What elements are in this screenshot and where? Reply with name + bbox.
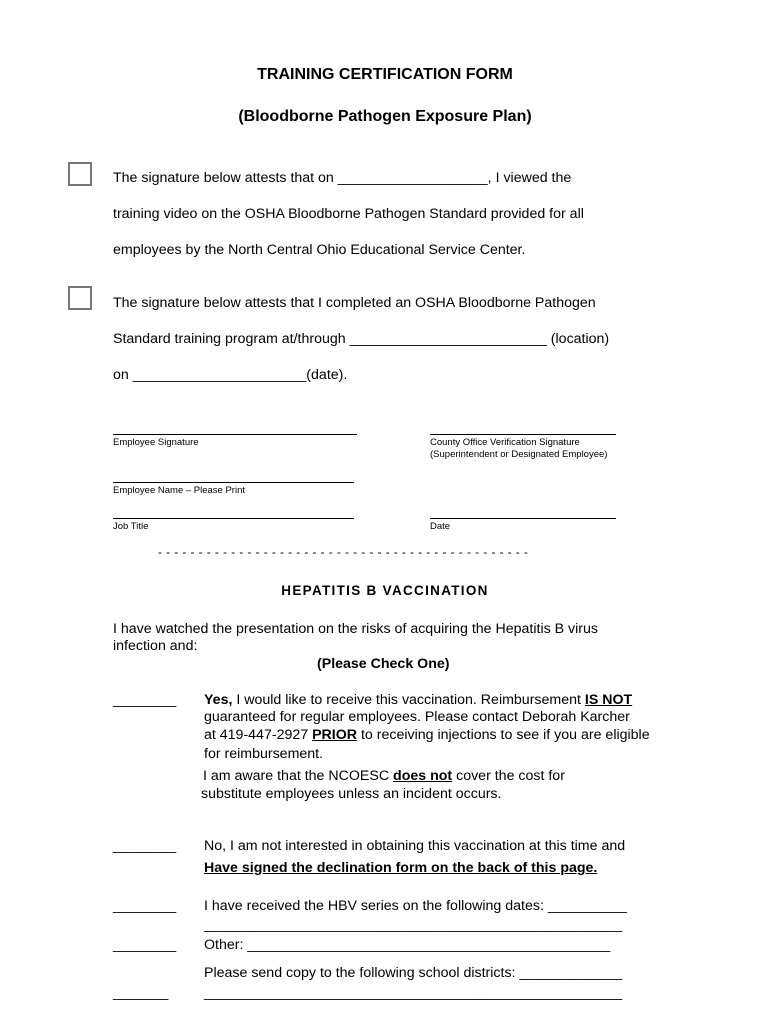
please-check-one: (Please Check One) [317, 656, 450, 672]
received-option-blank[interactable]: ________ [113, 898, 177, 914]
section1-line2: training video on the OSHA Bloodborne Pathogen Standard provided for all [113, 206, 584, 222]
other-option-line1[interactable]: Other: ______________________________________________ [204, 937, 611, 953]
section2-line3: on ______________________(date). [113, 367, 348, 383]
county-verification-line[interactable] [430, 434, 616, 435]
received-option-line1: I have received the HBV series on the following dates: __________ [204, 898, 627, 914]
yes-line5-text-b: cover the cost for [452, 768, 565, 784]
copy-districts-blank[interactable]: _______ [113, 985, 169, 1001]
yes-line3-phone: at 419-447-2927 [204, 727, 313, 743]
county-verification-label: County Office Verification Signature [430, 437, 580, 448]
yes-option-line5 [203, 768, 565, 784]
form-title: TRAINING CERTIFICATION FORM [257, 66, 513, 83]
copy-districts-line1[interactable]: Please send copy to the following school districts: _____________ [204, 965, 623, 981]
yes-line5-text-a: I am aware that the NCOESC [203, 768, 394, 784]
yes-option-line1 [204, 692, 632, 708]
section2-line1: The signature below attests that I completed an OSHA Bloodborne Pathogen [113, 295, 596, 311]
county-verification-sublabel: (Superintendent or Designated Employee) [430, 449, 608, 460]
yes-option-line3 [204, 727, 650, 743]
no-option-line2: Have signed the declination form on the back of this page. [204, 860, 598, 876]
section1-line1: The signature below attests that on ___________________, I viewed the [113, 170, 572, 186]
job-title-line[interactable] [113, 518, 354, 519]
form-subtitle: (Bloodborne Pathogen Exposure Plan) [238, 108, 532, 125]
hepatitis-intro-line1: I have watched the presentation on the risks of acquiring the Hepatitis B virus [113, 621, 599, 637]
completed-training-checkbox[interactable] [68, 286, 92, 310]
employee-signature-line[interactable] [113, 434, 357, 435]
yes-option-line6: substitute employees unless an incident occurs. [201, 786, 502, 802]
other-option-blank[interactable]: ________ [113, 937, 177, 953]
does-not-emphasis: does not [393, 768, 453, 784]
yes-line1-text: I would like to receive this vaccination. Reimbursement [232, 692, 585, 708]
no-option-blank[interactable]: ________ [113, 838, 177, 854]
hepatitis-intro-line2: infection and: [113, 638, 198, 654]
date-label: Date [430, 521, 451, 532]
employee-name-label: Employee Name – Please Print [113, 485, 246, 496]
is-not-emphasis: IS NOT [584, 692, 633, 708]
yes-option-line4: for reimbursement. [204, 746, 324, 762]
employee-name-line[interactable] [113, 482, 354, 483]
viewed-video-checkbox[interactable] [68, 162, 92, 186]
dashed-separator: - - - - - - - - - - - - - - - - - - - - - - - - - - - - - - - - - - - - - - - - - - - - - - [158, 545, 529, 559]
prior-emphasis: PRIOR [312, 727, 358, 743]
yes-option-line2: guaranteed for regular employees. Please contact Deborah Karcher [204, 709, 630, 725]
section1-line3: employees by the North Central Ohio Educational Service Center. [113, 242, 526, 258]
yes-line3-text: to receiving injections to see if you are eligible [357, 727, 650, 743]
job-title-label: Job Title [113, 521, 149, 532]
employee-signature-label: Employee Signature [113, 437, 199, 448]
hepatitis-heading: HEPATITIS B VACCINATION [281, 583, 489, 598]
yes-option-blank[interactable]: ________ [113, 692, 177, 708]
date-line[interactable] [430, 518, 616, 519]
yes-label: Yes, [204, 692, 233, 708]
copy-districts-line2[interactable]: _____________________________________________________ [204, 985, 623, 1001]
section2-line2: Standard training program at/through _________________________ (location) [113, 331, 610, 347]
no-option-line1: No, I am not interested in obtaining this vaccination at this time and [204, 838, 626, 854]
received-option-line2[interactable]: _____________________________________________________ [204, 917, 623, 933]
